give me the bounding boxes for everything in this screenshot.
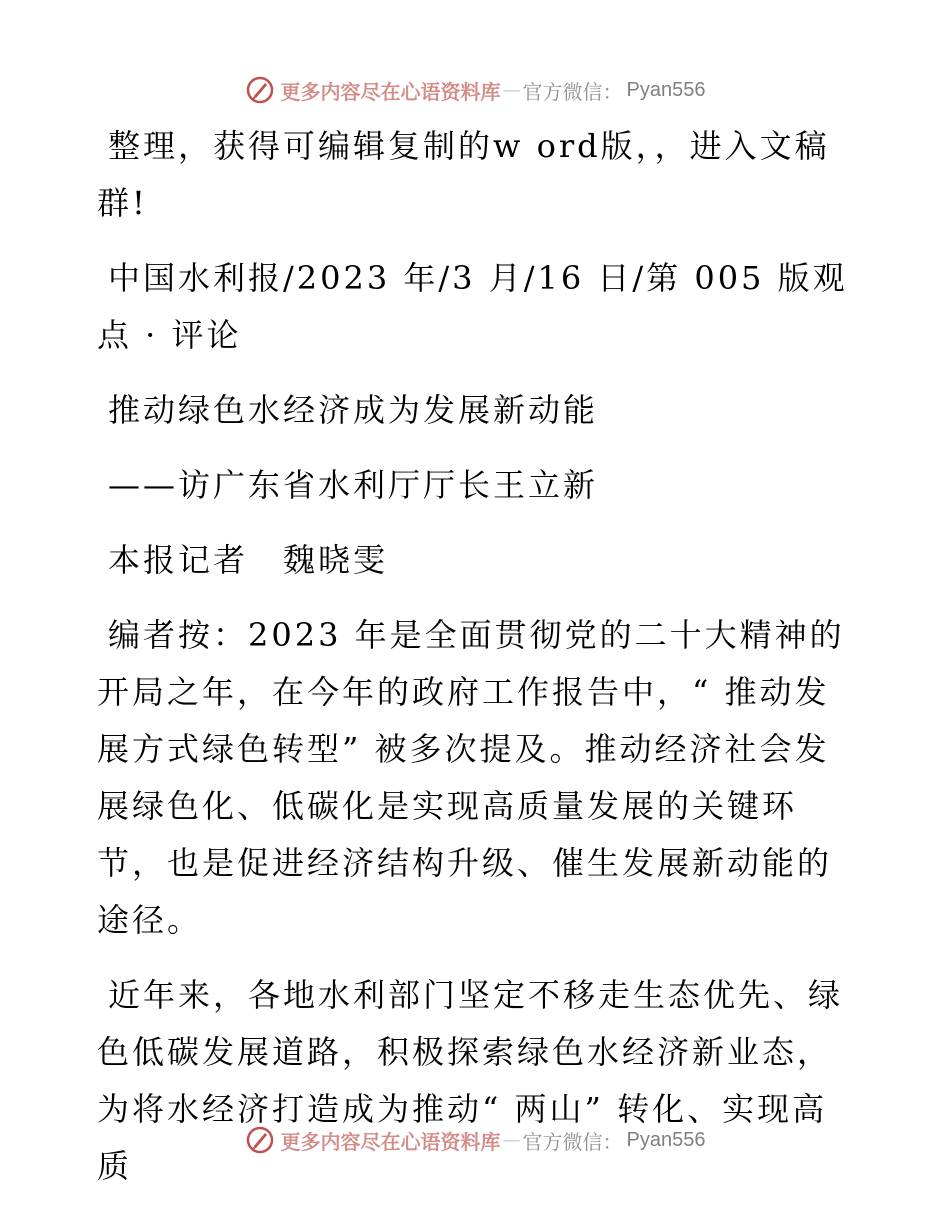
banner-dash: — xyxy=(502,1129,521,1151)
header-watermark-banner xyxy=(0,70,950,110)
footer-watermark-banner xyxy=(0,1120,950,1160)
banner-wechat-id: Pyan556 xyxy=(626,78,706,101)
intro-paragraph: 整理，获得可编辑复制的w ord版，，进入文稿群! xyxy=(97,127,830,222)
banner-subtitle: 官方微信： xyxy=(522,1129,623,1154)
banner-subtitle: 官方微信： xyxy=(522,79,623,104)
source-line: 中国水利报/2023 年/3 月/16 日/第 005 版观点 · 评论 xyxy=(97,259,848,354)
quill-logo-icon xyxy=(245,1125,275,1155)
document-body xyxy=(97,118,857,1213)
article-title: 推动绿色水经济成为发展新动能 xyxy=(108,391,599,429)
body-paragraph: 近年来，各地水利部门坚定不移走生态优先、绿色低碳发展道路，积极探索绿色水经济新业态，为将水经济打造成为推动“ 两山” 转化、实现高质 xyxy=(97,976,844,1185)
article-subtitle: ——访广东省水利厅厅长王立新 xyxy=(108,466,599,504)
quill-logo-icon xyxy=(245,75,275,105)
byline: 本报记者 魏晓雯 xyxy=(108,541,389,579)
banner-title: 更多内容尽在心语资料库 xyxy=(280,79,501,104)
editor-note-paragraph: 编者按：2023 年是全面贯彻党的二十大精神的开局之年，在今年的政府工作报告中，“ 推动发展方式绿色转型” 被多次提及。推动经济社会发展绿色化、低碳化是实现高质量发展的关键环节，也是促进经济结构升级、催生发展新动能的途径。 xyxy=(97,616,845,939)
banner-wechat-id: Pyan556 xyxy=(626,1128,706,1151)
banner-dash: — xyxy=(502,79,521,101)
banner-title: 更多内容尽在心语资料库 xyxy=(280,1129,501,1154)
